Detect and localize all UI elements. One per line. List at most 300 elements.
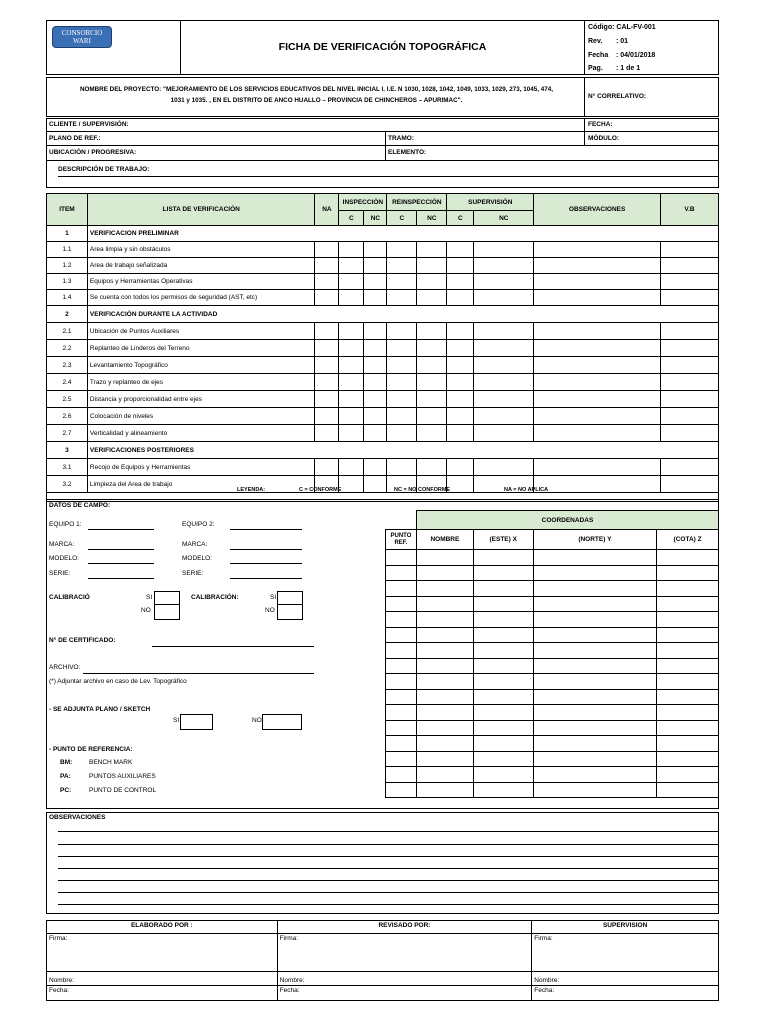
checklist-cell-na[interactable]	[315, 258, 339, 274]
checklist-cell-insp-c[interactable]	[339, 323, 364, 340]
coords-cell[interactable]	[416, 767, 473, 783]
checklist-cell-sup-c[interactable]	[447, 357, 474, 374]
checklist-section-row	[47, 226, 719, 242]
checklist-cell-observaciones[interactable]	[534, 476, 661, 493]
checklist-cell-vb[interactable]	[661, 340, 719, 357]
col-insp-nc: NC	[364, 211, 387, 226]
checklist-cell-insp-nc[interactable]	[364, 242, 387, 258]
checklist-cell-sup-nc[interactable]	[474, 242, 534, 258]
coords-cell[interactable]	[473, 720, 533, 736]
checklist-row	[47, 274, 719, 290]
checklist-cell-observaciones[interactable]	[534, 459, 661, 476]
obs-line[interactable]	[58, 904, 718, 905]
checklist-cell-vb[interactable]	[661, 290, 719, 306]
coords-col-norte: (NORTE) Y	[533, 530, 657, 550]
equipo1-field[interactable]	[88, 529, 154, 530]
fecha-value: : 04/01/2018	[616, 52, 656, 59]
coords-cell[interactable]	[533, 565, 657, 581]
checklist-item-text: Area de trabajo señalizada	[87, 258, 315, 274]
checklist-item-number: 2	[47, 306, 88, 323]
coords-cell[interactable]	[416, 674, 473, 690]
coords-cell[interactable]	[473, 596, 533, 612]
checklist-cell-na[interactable]	[315, 391, 339, 408]
checklist-row	[47, 323, 719, 340]
coords-row	[386, 627, 719, 643]
checklist-table	[46, 193, 719, 502]
checklist-item-number: 3	[47, 442, 88, 459]
checklist-cell-observaciones[interactable]	[534, 425, 661, 442]
coords-cell[interactable]	[533, 658, 657, 674]
checklist-cell-na[interactable]	[315, 357, 339, 374]
checklist-cell-insp-c[interactable]	[339, 425, 364, 442]
coords-cell[interactable]	[657, 767, 719, 783]
checklist-cell-na[interactable]	[315, 459, 339, 476]
checklist-cell-sup-c[interactable]	[447, 374, 474, 391]
coords-cell[interactable]	[657, 736, 719, 752]
checklist-cell-reinsp-nc[interactable]	[417, 357, 447, 374]
coords-row	[386, 767, 719, 783]
coords-cell[interactable]	[386, 612, 417, 628]
checklist-cell-sup-c[interactable]	[447, 274, 474, 290]
sig-fecha-1[interactable]: Fecha:	[47, 986, 278, 1001]
info-hline3	[46, 160, 719, 161]
sig-fecha-2[interactable]: Fecha:	[277, 986, 532, 1001]
coords-cell[interactable]	[473, 550, 533, 566]
checklist-item-number: 2.1	[47, 323, 88, 340]
equipo1-label: EQUIPO 1:	[49, 521, 82, 528]
coords-cell[interactable]	[386, 581, 417, 597]
col-vb: V.B	[661, 194, 719, 226]
coords-cell[interactable]	[416, 736, 473, 752]
sig-revisado: REVISADO POR:	[277, 921, 532, 934]
cal2-si-label: SI	[270, 594, 277, 601]
checklist-cell-na[interactable]	[315, 374, 339, 391]
checklist-cell-sup-c[interactable]	[447, 340, 474, 357]
checklist-cell-insp-nc[interactable]	[364, 476, 387, 493]
checklist-cell-reinsp-nc[interactable]	[417, 459, 447, 476]
checklist-cell-reinsp-nc[interactable]	[417, 391, 447, 408]
checklist-item-text: Levantamiento Topográfico	[87, 357, 315, 374]
coords-cell[interactable]	[657, 705, 719, 721]
coords-cell[interactable]	[416, 565, 473, 581]
modelo1-label: MODELO:	[49, 555, 79, 562]
correlativo-label: N° CORRELATIVO:	[588, 93, 647, 100]
checklist-cell-observaciones[interactable]	[534, 408, 661, 425]
coords-cell[interactable]	[386, 550, 417, 566]
checklist-cell-vb[interactable]	[661, 323, 719, 340]
sketch-no-label: NO	[252, 717, 262, 724]
modelo2-label: MODELO:	[182, 555, 212, 562]
checklist-cell-sup-nc[interactable]	[474, 274, 534, 290]
obs-line[interactable]	[58, 844, 718, 845]
checklist-row	[47, 374, 719, 391]
checklist-item-number: 2.6	[47, 408, 88, 425]
coords-cell[interactable]	[657, 751, 719, 767]
marca2-field[interactable]	[230, 549, 302, 550]
coords-cell[interactable]	[533, 689, 657, 705]
modelo2-field[interactable]	[230, 563, 302, 564]
checklist-cell-reinsp-nc[interactable]	[417, 242, 447, 258]
coords-cell[interactable]	[657, 658, 719, 674]
checklist-item-text: Se cuenta con todos los permisos de seguridad (AST, etc)	[87, 290, 315, 306]
cal2-no-box[interactable]	[277, 604, 303, 620]
coords-cell[interactable]	[386, 596, 417, 612]
checklist-cell-sup-c[interactable]	[447, 258, 474, 274]
fecha-info-label: FECHA:	[588, 121, 613, 128]
coords-row	[386, 658, 719, 674]
checklist-cell-sup-nc[interactable]	[474, 357, 534, 374]
coords-cell[interactable]	[386, 736, 417, 752]
observaciones-box	[46, 812, 719, 914]
coords-cell[interactable]	[386, 643, 417, 659]
checklist-cell-vb[interactable]	[661, 357, 719, 374]
checklist-item-text: Limpieza del Area de trabajo	[87, 476, 315, 493]
coords-cell[interactable]	[386, 751, 417, 767]
sig-nombre-3[interactable]: Nombre:	[532, 972, 719, 986]
checklist-cell-insp-c[interactable]	[339, 374, 364, 391]
coords-cell[interactable]	[473, 782, 533, 798]
checklist-cell-na[interactable]	[315, 323, 339, 340]
checklist-cell-insp-nc[interactable]	[364, 274, 387, 290]
checklist-cell-observaciones[interactable]	[534, 242, 661, 258]
checklist-cell-sup-nc[interactable]	[474, 459, 534, 476]
checklist-cell-reinsp-nc[interactable]	[417, 323, 447, 340]
equipo2-field[interactable]	[230, 529, 302, 530]
coords-cell[interactable]	[416, 643, 473, 659]
checklist-cell-insp-c[interactable]	[339, 290, 364, 306]
checklist-cell-insp-c[interactable]	[339, 408, 364, 425]
coords-cell[interactable]	[416, 782, 473, 798]
checklist-cell-reinsp-nc[interactable]	[417, 408, 447, 425]
logo-text: CONSORCIO WARI	[61, 29, 103, 45]
coords-cell[interactable]	[657, 643, 719, 659]
certificado-field[interactable]	[152, 646, 314, 647]
obs-line[interactable]	[58, 856, 718, 857]
checklist-cell-na[interactable]	[315, 290, 339, 306]
coords-cell[interactable]	[416, 751, 473, 767]
checklist-cell-reinsp-c[interactable]	[387, 258, 417, 274]
coords-cell[interactable]	[416, 689, 473, 705]
checklist-cell-reinsp-c[interactable]	[387, 290, 417, 306]
coords-cell[interactable]	[416, 596, 473, 612]
checklist-cell-na[interactable]	[315, 274, 339, 290]
checklist-cell-sup-nc[interactable]	[474, 391, 534, 408]
coords-cell[interactable]	[533, 674, 657, 690]
checklist-cell-sup-nc[interactable]	[474, 408, 534, 425]
checklist-cell-vb[interactable]	[661, 425, 719, 442]
coords-cell[interactable]	[473, 767, 533, 783]
serie1-field[interactable]	[88, 578, 154, 579]
coords-cell[interactable]	[533, 581, 657, 597]
coords-cell[interactable]	[416, 550, 473, 566]
coords-cell[interactable]	[386, 767, 417, 783]
coords-cell[interactable]	[473, 674, 533, 690]
coords-row	[386, 565, 719, 581]
checklist-cell-insp-nc[interactable]	[364, 459, 387, 476]
checklist-cell-insp-nc[interactable]	[364, 323, 387, 340]
checklist-cell-sup-c[interactable]	[447, 290, 474, 306]
coords-cell[interactable]	[473, 612, 533, 628]
checklist-cell-na[interactable]	[315, 425, 339, 442]
checklist-cell-reinsp-nc[interactable]	[417, 290, 447, 306]
checklist-cell-vb[interactable]	[661, 476, 719, 493]
checklist-cell-insp-nc[interactable]	[364, 258, 387, 274]
checklist-item-text: VERIFICACION PRELIMINAR	[87, 226, 718, 242]
checklist-cell-reinsp-nc[interactable]	[417, 274, 447, 290]
coords-table	[385, 510, 719, 798]
sketch-no-box[interactable]	[262, 714, 302, 730]
checklist-cell-na[interactable]	[315, 242, 339, 258]
checklist-cell-insp-nc[interactable]	[364, 425, 387, 442]
coords-cell[interactable]	[473, 689, 533, 705]
checklist-item-number: 1	[47, 226, 88, 242]
obs-line[interactable]	[58, 831, 718, 832]
coords-cell[interactable]	[473, 581, 533, 597]
checklist-cell-reinsp-nc[interactable]	[417, 374, 447, 391]
obs-line[interactable]	[58, 868, 718, 869]
obs-line[interactable]	[58, 880, 718, 881]
checklist-cell-insp-c[interactable]	[339, 459, 364, 476]
checklist-item-number: 2.7	[47, 425, 88, 442]
sketch-si-box[interactable]	[180, 714, 213, 730]
checklist-cell-vb[interactable]	[661, 391, 719, 408]
coords-cell[interactable]	[657, 720, 719, 736]
coords-cell[interactable]	[473, 705, 533, 721]
coords-cell[interactable]	[386, 720, 417, 736]
descripcion-label: DESCRIPCIÓN DE TRABAJO:	[58, 166, 150, 173]
info-hline4	[58, 176, 719, 177]
coords-cell[interactable]	[416, 720, 473, 736]
checklist-cell-reinsp-c[interactable]	[387, 242, 417, 258]
checklist-cell-sup-c[interactable]	[447, 391, 474, 408]
checklist-cell-reinsp-nc[interactable]	[417, 340, 447, 357]
checklist-cell-insp-nc[interactable]	[364, 391, 387, 408]
sig-nombre-2[interactable]: Nombre:	[277, 972, 532, 986]
checklist-cell-insp-c[interactable]	[339, 258, 364, 274]
checklist-cell-insp-c[interactable]	[339, 476, 364, 493]
checklist-item-text: VERIFICACIONES POSTERIORES	[87, 442, 718, 459]
sig-firma-1[interactable]: Firma:	[47, 934, 278, 972]
coords-row	[386, 689, 719, 705]
coords-cell[interactable]	[657, 581, 719, 597]
checklist-cell-insp-nc[interactable]	[364, 374, 387, 391]
checklist-cell-observaciones[interactable]	[534, 274, 661, 290]
checklist-cell-sup-nc[interactable]	[474, 290, 534, 306]
checklist-row	[47, 357, 719, 374]
checklist-cell-reinsp-c[interactable]	[387, 323, 417, 340]
sig-fecha-3[interactable]: Fecha:	[532, 986, 719, 1001]
coords-cell[interactable]	[416, 627, 473, 643]
checklist-cell-reinsp-c[interactable]	[387, 357, 417, 374]
adjuntar-note: (*) Adjuntar archivo en caso de Lev. Topográfico	[49, 678, 187, 685]
checklist-cell-vb[interactable]	[661, 408, 719, 425]
checklist-cell-vb[interactable]	[661, 258, 719, 274]
coords-cell[interactable]	[533, 643, 657, 659]
col-reinsp-nc: NC	[417, 211, 447, 226]
checklist-cell-sup-nc[interactable]	[474, 323, 534, 340]
checklist-cell-sup-nc[interactable]	[474, 374, 534, 391]
coords-cell[interactable]	[533, 736, 657, 752]
checklist-item-text: Equipos y Herramientas Operativas	[87, 274, 315, 290]
checklist-cell-observaciones[interactable]	[534, 290, 661, 306]
checklist-item-number: 2.3	[47, 357, 88, 374]
checklist-item-text: Trazo y replanteo de ejes	[87, 374, 315, 391]
checklist-cell-na[interactable]	[315, 340, 339, 357]
checklist-cell-sup-nc[interactable]	[474, 258, 534, 274]
checklist-cell-sup-nc[interactable]	[474, 425, 534, 442]
coords-cell[interactable]	[657, 612, 719, 628]
coords-cell[interactable]	[473, 751, 533, 767]
archivo-field[interactable]	[83, 673, 314, 674]
checklist-cell-observaciones[interactable]	[534, 258, 661, 274]
coords-cell[interactable]	[386, 705, 417, 721]
sig-firma-3[interactable]: Firma:	[532, 934, 719, 972]
campo-title: DATOS DE CAMPO:	[49, 502, 111, 509]
checklist-cell-reinsp-c[interactable]	[387, 374, 417, 391]
checklist-cell-sup-c[interactable]	[447, 408, 474, 425]
coords-cell[interactable]	[416, 581, 473, 597]
checklist-cell-vb[interactable]	[661, 242, 719, 258]
coords-cell[interactable]	[533, 767, 657, 783]
coords-cell[interactable]	[533, 782, 657, 798]
checklist-cell-sup-nc[interactable]	[474, 340, 534, 357]
checklist-cell-insp-nc[interactable]	[364, 408, 387, 425]
checklist-cell-insp-nc[interactable]	[364, 340, 387, 357]
coords-cell[interactable]	[533, 751, 657, 767]
coords-cell[interactable]	[473, 627, 533, 643]
checklist-cell-vb[interactable]	[661, 459, 719, 476]
coords-cell[interactable]	[473, 658, 533, 674]
coords-row	[386, 736, 719, 752]
signatures-table	[46, 920, 719, 1001]
checklist-cell-sup-c[interactable]	[447, 323, 474, 340]
checklist-cell-insp-c[interactable]	[339, 340, 364, 357]
checklist-item-number: 1.4	[47, 290, 88, 306]
coords-cell[interactable]	[386, 782, 417, 798]
coords-cell[interactable]	[386, 674, 417, 690]
sig-nombre-1[interactable]: Nombre:	[47, 972, 278, 986]
coords-cell[interactable]	[533, 596, 657, 612]
checklist-cell-reinsp-c[interactable]	[387, 425, 417, 442]
coords-cell[interactable]	[657, 596, 719, 612]
checklist-cell-reinsp-c[interactable]	[387, 408, 417, 425]
checklist-item-text: Recojo de Equipos y Herramientas	[87, 459, 315, 476]
checklist-cell-vb[interactable]	[661, 274, 719, 290]
checklist-item-text: VERIFICACIÓN DURANTE LA ACTIVIDAD	[87, 306, 718, 323]
marca1-field[interactable]	[88, 549, 154, 550]
coords-cell[interactable]	[657, 627, 719, 643]
coords-cell[interactable]	[533, 627, 657, 643]
coords-cell[interactable]	[533, 720, 657, 736]
rev-label: Rev.	[588, 38, 603, 45]
col-supervision: SUPERVISIÓN	[447, 194, 534, 211]
checklist-row	[47, 340, 719, 357]
checklist-cell-reinsp-c[interactable]	[387, 340, 417, 357]
coords-cell[interactable]	[416, 658, 473, 674]
checklist-cell-observaciones[interactable]	[534, 357, 661, 374]
cliente-label: CLIENTE / SUPERVISIÓN:	[49, 121, 129, 128]
checklist-cell-observaciones[interactable]	[534, 340, 661, 357]
tramo-label: TRAMO:	[388, 135, 414, 142]
elemento-label: ELEMENTO:	[388, 149, 427, 156]
pc-label: PC:	[60, 787, 72, 794]
checklist-row	[47, 258, 719, 274]
modelo1-field[interactable]	[88, 563, 154, 564]
sig-supervision: SUPERVISION	[532, 921, 719, 934]
checklist-cell-na[interactable]	[315, 408, 339, 425]
sig-firma-2[interactable]: Firma:	[277, 934, 532, 972]
coords-row	[386, 674, 719, 690]
checklist-cell-observaciones[interactable]	[534, 374, 661, 391]
serie2-field[interactable]	[230, 578, 302, 579]
calibracion-label: CALIBRACIÓN:	[191, 594, 239, 601]
coords-cell[interactable]	[386, 627, 417, 643]
coords-cell[interactable]	[533, 612, 657, 628]
checklist-cell-insp-nc[interactable]	[364, 290, 387, 306]
coords-cell[interactable]	[533, 550, 657, 566]
obs-line[interactable]	[58, 892, 718, 893]
col-lista: LISTA DE VERIFICACIÓN	[87, 194, 315, 226]
checklist-item-number: 1.3	[47, 274, 88, 290]
checklist-cell-insp-nc[interactable]	[364, 357, 387, 374]
checklist-cell-observaciones[interactable]	[534, 323, 661, 340]
checklist-cell-insp-c[interactable]	[339, 357, 364, 374]
coords-cell[interactable]	[386, 689, 417, 705]
checklist-cell-insp-c[interactable]	[339, 242, 364, 258]
checklist-cell-reinsp-nc[interactable]	[417, 425, 447, 442]
equipo2-label: EQUIPO 2:	[182, 521, 215, 528]
coords-cell[interactable]	[657, 674, 719, 690]
punto-ref-label: - PUNTO DE REFERENCIA:	[49, 746, 133, 753]
checklist-item-text: Area limpia y sin obstáculos	[87, 242, 315, 258]
checklist-cell-reinsp-c[interactable]	[387, 274, 417, 290]
col-sup-nc: NC	[474, 211, 534, 226]
coords-cell[interactable]	[386, 565, 417, 581]
col-reinsp-c: C	[387, 211, 417, 226]
checklist-cell-insp-c[interactable]	[339, 391, 364, 408]
checklist-item-number: 3.1	[47, 459, 88, 476]
cal1-no-box[interactable]	[154, 604, 180, 620]
coords-cell[interactable]	[386, 658, 417, 674]
coords-cell[interactable]	[533, 705, 657, 721]
checklist-cell-reinsp-nc[interactable]	[417, 258, 447, 274]
coords-cell[interactable]	[473, 565, 533, 581]
checklist-item-number: 2.4	[47, 374, 88, 391]
checklist-cell-insp-c[interactable]	[339, 274, 364, 290]
checklist-cell-sup-c[interactable]	[447, 425, 474, 442]
col-item: ITEM	[47, 194, 88, 226]
coords-cell[interactable]	[416, 612, 473, 628]
coords-cell[interactable]	[473, 736, 533, 752]
checklist-cell-sup-c[interactable]	[447, 242, 474, 258]
coords-cell[interactable]	[657, 550, 719, 566]
info-box	[46, 118, 719, 188]
serie2-label: SERIE:	[182, 570, 204, 577]
coords-cell[interactable]	[657, 689, 719, 705]
coords-cell[interactable]	[657, 782, 719, 798]
checklist-cell-vb[interactable]	[661, 374, 719, 391]
checklist-cell-sup-c[interactable]	[447, 459, 474, 476]
checklist-cell-reinsp-c[interactable]	[387, 459, 417, 476]
coords-cell[interactable]	[473, 643, 533, 659]
col-sup-c: C	[447, 211, 474, 226]
coords-cell[interactable]	[657, 565, 719, 581]
checklist-cell-observaciones[interactable]	[534, 391, 661, 408]
coords-cell[interactable]	[416, 705, 473, 721]
checklist-row	[47, 476, 719, 493]
checklist-cell-sup-c[interactable]	[447, 476, 474, 493]
checklist-cell-reinsp-c[interactable]	[387, 391, 417, 408]
